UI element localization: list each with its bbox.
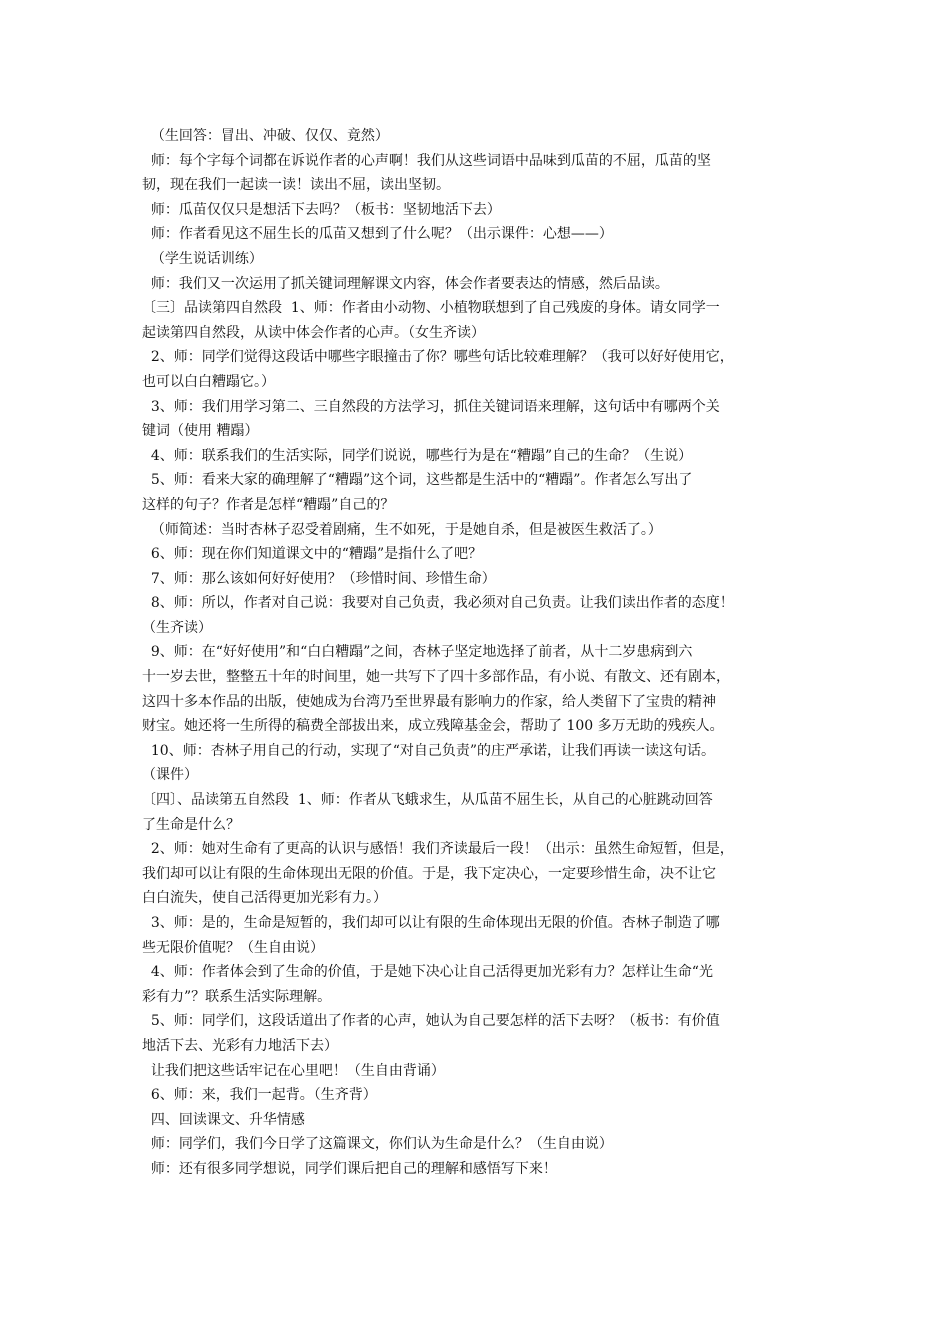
text-line: 4、师：作者体会到了生命的价值，于是她下决心让自己活得更加光彩有力？怎样让生命“光 bbox=[142, 964, 713, 981]
text-line: 键词（使用 糟蹋） bbox=[142, 423, 259, 440]
text-line: 6、师：现在你们知道课文中的“糟蹋”是指什么了吧？ bbox=[142, 546, 483, 563]
text-line: 些无限价值呢？（生自由说） bbox=[142, 939, 324, 956]
text-line: 9、师：在“好好使用”和“白白糟蹋”之间，杏林子坚定地选择了前者，从十二岁患病到六 bbox=[142, 644, 693, 661]
text-line: 2、师：同学们觉得这段话中哪些字眼撞击了你？哪些句话比较难理解？（我可以好好使用它， bbox=[142, 349, 734, 366]
text-line: 师：同学们，我们今日学了这篇课文，你们认为生命是什么？（生自由说） bbox=[142, 1136, 613, 1153]
text-line: 韧，现在我们一起读一读！读出不屈，读出坚韧。 bbox=[142, 177, 450, 194]
document-body bbox=[142, 124, 818, 1182]
text-line: 〔三〕品读第四自然段 1、师：作者由小动物、小植物联想到了自己残废的身体。请女同学一 bbox=[142, 300, 720, 317]
text-line: 10、师：杏林子用自己的行动，实现了“对自己负责”的庄严承诺，让我们再读一读这句话。 bbox=[142, 742, 716, 759]
text-line: 了生命是什么？ bbox=[142, 816, 240, 833]
text-line: 这四十多本作品的出版，使她成为台湾乃至世界最有影响力的作家，给人类留下了宝贵的精神 bbox=[142, 693, 716, 710]
text-line: （生齐读） bbox=[142, 619, 212, 636]
text-line: 四、回读课文、升华情感 bbox=[142, 1111, 305, 1128]
text-line: 财宝。她还将一生所得的稿费全部拔出来，成立残障基金会，帮助了 100 多万无助的残疾人。 bbox=[142, 718, 724, 735]
text-line: （课件） bbox=[142, 767, 198, 784]
text-line: 8、师：所以，作者对自己说：我要对自己负责，我必须对自己负责。让我们读出作者的态度！ bbox=[142, 595, 734, 612]
text-line: 6、师：来，我们一起背。（生齐背） bbox=[142, 1087, 377, 1104]
text-line: 地活下去、光彩有力地活下去） bbox=[142, 1037, 338, 1054]
text-line: 让我们把这些话牢记在心里吧！（生自由背诵） bbox=[142, 1062, 445, 1079]
text-line: 白白流失，使自己活得更加光彩有力。） bbox=[142, 890, 387, 907]
text-line: 师：瓜苗仅仅只是想活下去吗？（板书：坚韧地活下去） bbox=[142, 201, 501, 218]
text-line: 3、师：我们用学习第二、三自然段的方法学习，抓住关键词语来理解，这句话中有哪两个关 bbox=[142, 398, 720, 415]
text-line: 5、师：看来大家的确理解了“糟蹋”这个词，这些都是生活中的“糟蹋”。作者怎么写出了 bbox=[142, 472, 693, 489]
text-line: 我们却可以让有限的生命体现出无限的价值。于是，我下定决心，一定要珍惜生命，决不让它 bbox=[142, 865, 716, 882]
text-line: （学生说话训练） bbox=[142, 250, 263, 267]
text-line: （生回答：冒出、冲破、仅仅、竟然） bbox=[142, 128, 389, 144]
text-line: 师：还有很多同学想说，同学们课后把自己的理解和感悟写下来！ bbox=[142, 1160, 557, 1177]
text-line: 师：我们又一次运用了抓关键词理解课文内容，体会作者要表达的情感，然后品读。 bbox=[142, 275, 669, 292]
text-line: （师简述：当时杏林子忍受着剧痛，生不如死，于是她自杀，但是被医生救活了。） bbox=[142, 521, 662, 538]
text-line: 这样的句子？作者是怎样“糟蹋”自己的？ bbox=[142, 496, 395, 513]
text-line: 4、师：联系我们的生活实际，同学们说说，哪些行为是在“糟蹋”自己的生命？（生说） bbox=[142, 447, 693, 464]
text-line: 7、师：那么该如何好好使用？（珍惜时间、珍惜生命） bbox=[142, 570, 496, 587]
text-line: 师：作者看见这不屈生长的瓜苗又想到了什么呢？（出示课件：心想——） bbox=[142, 226, 613, 243]
text-line: 3、师：是的，生命是短暂的，我们却可以让有限的生命体现出无限的价值。杏林子制造了哪 bbox=[142, 915, 720, 931]
text-line: 〔四〕、品读第五自然段 1、师：作者从飞蛾求生，从瓜苗不屈生长，从自己的心脏跳动回答 bbox=[142, 792, 713, 809]
text-line: 起读第四自然段，从读中体会作者的心声。（女生齐读） bbox=[142, 324, 485, 341]
text-line: 彩有力”？联系生活实际理解。 bbox=[142, 988, 332, 1005]
text-line: 2、师：她对生命有了更高的认识与感悟！我们齐读最后一段！（出示：虽然生命短暂，但是， bbox=[142, 841, 734, 858]
text-line: 十一岁去世，整整五十年的时间里，她一共写下了四十多部作品，有小说、有散文、还有剧本， bbox=[142, 669, 730, 686]
text-line: 5、师：同学们，这段话道出了作者的心声，她认为自己要怎样的活下去呀？（板书：有价值 bbox=[142, 1013, 720, 1030]
text-line: 也可以白白糟蹋它。） bbox=[142, 373, 275, 390]
text-line: 师：每个字每个词都在诉说作者的心声啊！我们从这些词语中品味到瓜苗的不屈，瓜苗的坚 bbox=[142, 152, 711, 169]
